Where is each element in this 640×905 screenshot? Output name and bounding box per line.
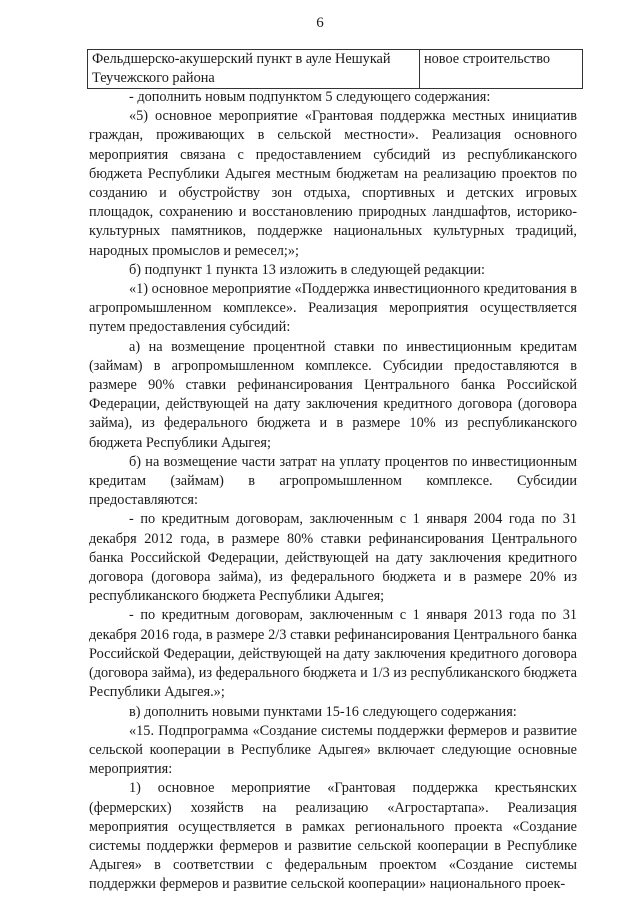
paragraph: а) на возмещение процентной ставки по инвестиционным кредитам (займам) в агропромышленном комплексе. Субсидии предоставляются в размере 90% ставки рефинансирования Центрального банка Российской Федерации, действующей на дату заключения кредитного договора (договора займа), из федерального бюджета и в размере 10% из республиканского бюджета Республики Адыгея; [89, 338, 577, 451]
paragraph: 1) основное мероприятие «Грантовая поддержка крестьянских (фермерских) хозяйств на реализацию «Агростартапа». Реализация мероприятия осуществляется в рамках регионального проекта «Создание системы поддержки фермеров и развитие сельской кооперации в Республике Адыгея» в соответствии с федеральным проектом «Создание системы поддержки фермеров и развитие сельской кооперации» национального проек- [89, 780, 577, 893]
paragraph: б) на возмещение части затрат на уплату процентов по инвестиционным кредитам (займам) в агропромышленном комплексе. Субсидии предоставляются: [89, 453, 577, 509]
paragraph: «5) основное мероприятие «Грантовая поддержка местных инициатив граждан, проживающих в сельской местности». Реализация основного мероприятия связана с предоставлением субсидий из республиканского бюджета Республики Адыгея местным бюджетам на реализацию проектов по созданию и обустройству зон отдыха, спортивных и детских игровых площадок, сохранению и восстановлению природных ландшафтов, историко-культурных памятников, поддержке национальных культурных традиций, народных промыслов и ремесел;»; [89, 108, 577, 259]
paragraph: «15. Подпрограмма «Создание системы поддержки фермеров и развитие сельской кооперации в Республике Адыгея» включает следующие основные мероприятия: [89, 722, 577, 778]
facility-name-cell: Фельдшерско-акушерский пункт в ауле Нешукай Теучежского района [88, 50, 420, 89]
paragraph: б) подпункт 1 пункта 13 изложить в следующей редакции: [129, 261, 485, 278]
construction-type-cell: новое строительство [420, 50, 583, 89]
page-number: 6 [316, 15, 324, 31]
paragraph: в) дополнить новыми пунктами 15-16 следующего содержания: [129, 703, 517, 720]
table-row [88, 50, 583, 89]
paragraph: «1) основное мероприятие «Поддержка инвестиционного кредитования в агропромышленном комплексе». Реализация мероприятия осуществляется путем предоставления субсидий: [89, 281, 577, 336]
paragraph: - дополнить новым подпунктом 5 следующего содержания: [129, 89, 491, 105]
facility-table [87, 49, 583, 89]
document-body [89, 88, 577, 895]
paragraph: - по кредитным договорам, заключенным с 1 января 2013 года по 31 декабря 2016 года, в размере 2/3 ставки рефинансирования Центрального банка Российской Федерации, действующей на дату заключения кредитного договора (договора займа), из федерального бюджета и 1/3 из республиканского бюджета Республики Адыгея.»; [89, 607, 577, 701]
paragraph: - по кредитным договорам, заключенным с 1 января 2004 года по 31 декабря 2012 года, в размере 80% ставки рефинансирования Центрального банка Российской Федерации, действующей на дату заключения кредитного договора (договора займа), из федерального бюджета и в размере 20% из республиканского бюджета Республики Адыгея; [89, 511, 577, 605]
